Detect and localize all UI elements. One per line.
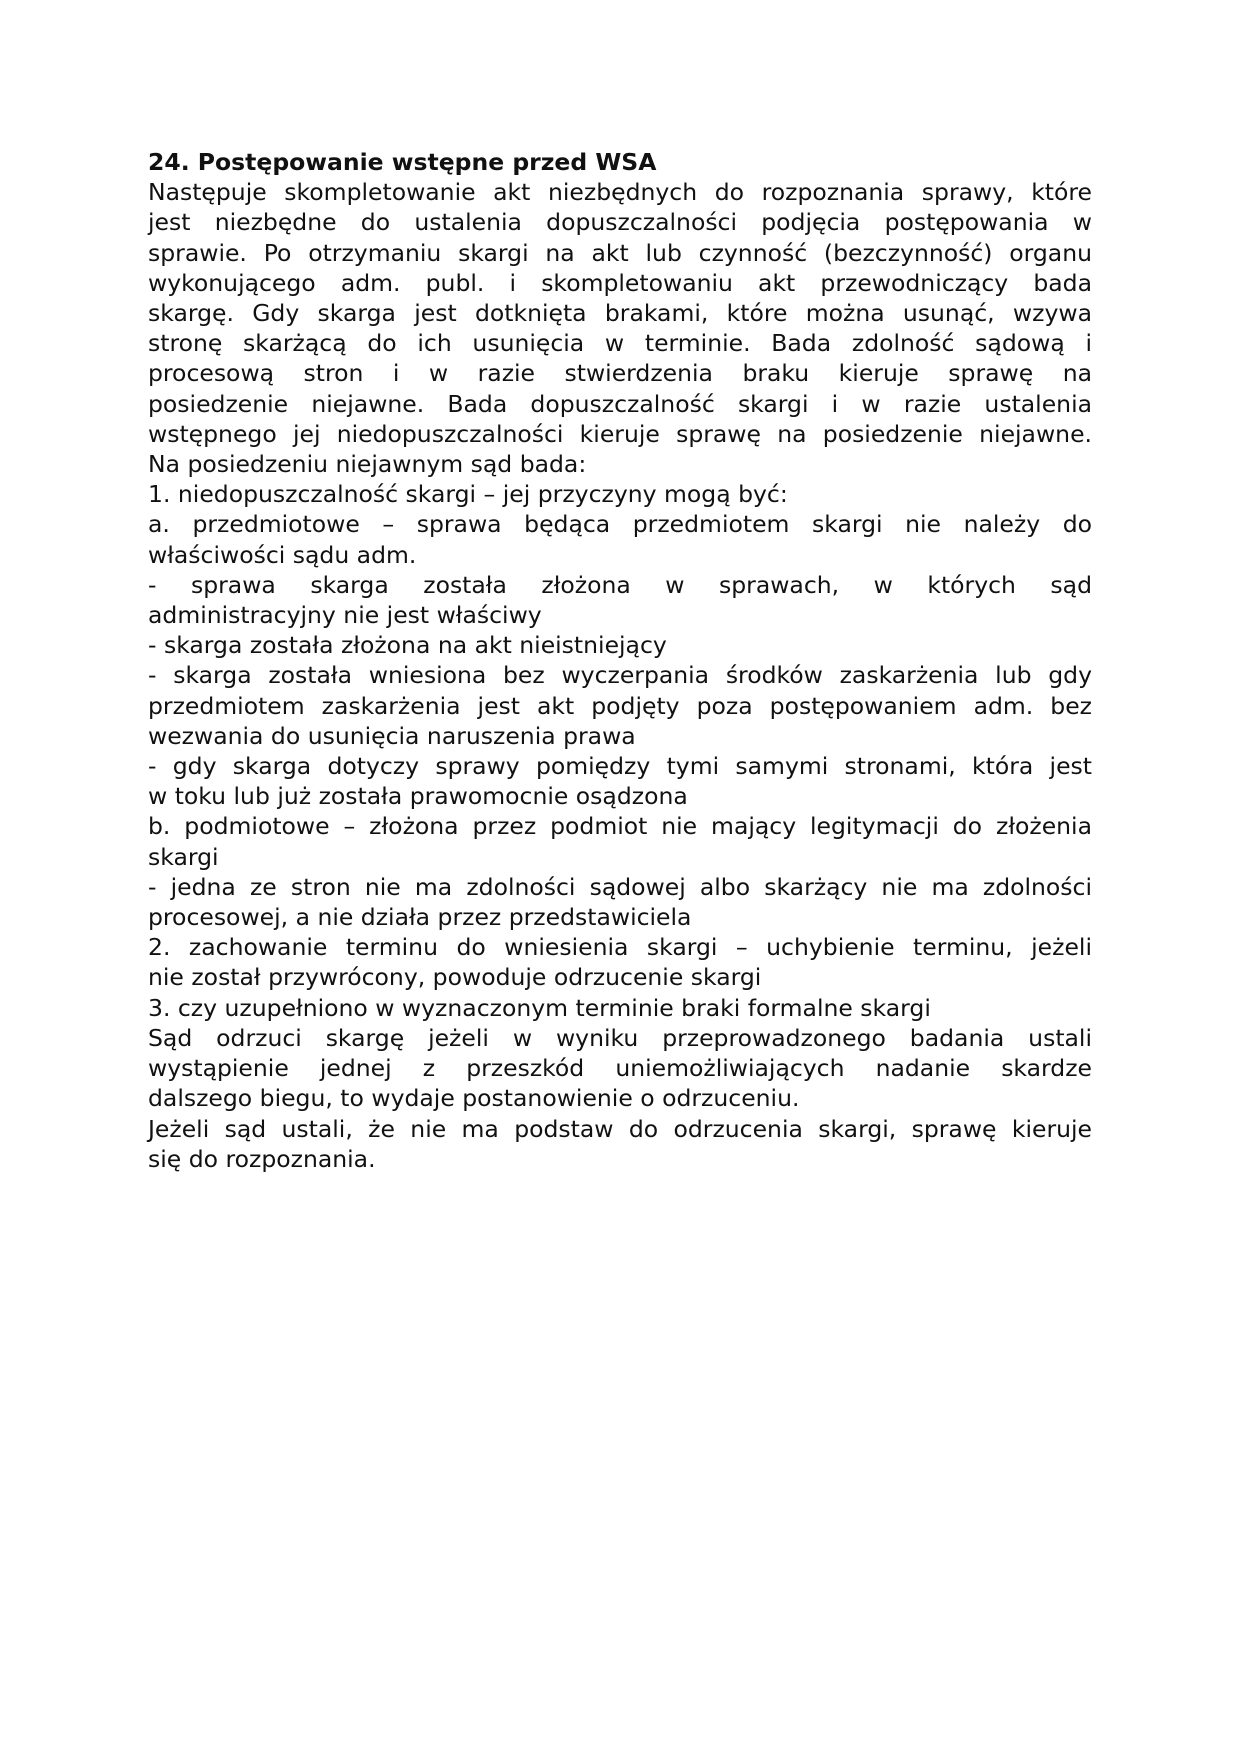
- text-line: wezwania do usunięcia naruszenia prawa: [148, 721, 636, 750]
- text-line: - skarga została złożona na akt nieistniejący: [148, 631, 667, 660]
- text-line: - sprawa skarga została złożona w sprawach, w których sąd: [148, 570, 1092, 599]
- text-line: stronę skarżącą do ich usunięcia w terminie. Bada zdolność sądową i: [148, 329, 1092, 358]
- text-line: administracyjny nie jest właściwy: [148, 601, 542, 630]
- text-line: wstępnego jej niedopuszczalności kieruje sprawę na posiedzenie niejawne.: [148, 419, 1092, 448]
- text-line: 3. czy uzupełniono w wyznaczonym terminie braki formalne skargi: [148, 993, 931, 1022]
- text-line: skargę. Gdy skarga jest dotknięta brakami, które można usunąć, wzywa: [148, 299, 1092, 328]
- text-line: Następuje skompletowanie akt niezbędnych do rozpoznania sprawy, które: [148, 178, 1092, 207]
- text-line: a. przedmiotowe – sprawa będąca przedmiotem skargi nie należy do: [148, 510, 1092, 539]
- document-title: 24. Postępowanie wstępne przed WSA: [148, 148, 657, 176]
- text-line: przedmiotem zaskarżenia jest akt podjęty poza postępowaniem adm. bez: [148, 691, 1092, 720]
- text-line: nie został przywrócony, powoduje odrzucenie skargi: [148, 963, 762, 992]
- text-line: 1. niedopuszczalność skargi – jej przyczyny mogą być:: [148, 480, 788, 509]
- text-line: 2. zachowanie terminu do wniesienia skargi – uchybienie terminu, jeżeli: [148, 933, 1092, 962]
- text-line: Jeżeli sąd ustali, że nie ma podstaw do odrzucenia skargi, sprawę kieruje: [148, 1114, 1092, 1143]
- text-line: procesową stron i w razie stwierdzenia braku kieruje sprawę na: [148, 359, 1092, 388]
- text-line: Sąd odrzuci skargę jeżeli w wyniku przeprowadzonego badania ustali: [148, 1023, 1092, 1052]
- text-line: - gdy skarga dotyczy sprawy pomiędzy tymi samymi stronami, która jest: [148, 752, 1092, 781]
- text-line: skargi: [148, 842, 219, 871]
- text-line: b. podmiotowe – złożona przez podmiot nie mający legitymacji do złożenia: [148, 812, 1092, 841]
- text-line: - skarga została wniesiona bez wyczerpania środków zaskarżenia lub gdy: [148, 661, 1092, 690]
- document-text: [148, 177, 1092, 1174]
- text-line: wykonującego adm. publ. i skompletowaniu akt przewodniczący bada: [148, 268, 1092, 297]
- text-line: - jedna ze stron nie ma zdolności sądowej albo skarżący nie ma zdolności: [148, 872, 1092, 901]
- text-line: sprawie. Po otrzymaniu skargi na akt lub czynność (bezczynność) organu: [148, 238, 1092, 267]
- document-body: [148, 147, 1092, 1174]
- text-line: w toku lub już została prawomocnie osądzona: [148, 782, 688, 811]
- text-line: właściwości sądu adm.: [148, 540, 417, 569]
- text-line: posiedzenie niejawne. Bada dopuszczalność skargi i w razie ustalenia: [148, 389, 1092, 418]
- text-line: wystąpienie jednej z przeszkód uniemożliwiających nadanie skardze: [148, 1054, 1092, 1083]
- text-line: się do rozpoznania.: [148, 1144, 376, 1173]
- text-line: procesowej, a nie działa przez przedstawiciela: [148, 903, 692, 932]
- text-line: Na posiedzeniu niejawnym sąd bada:: [148, 450, 587, 479]
- text-line: jest niezbędne do ustalenia dopuszczalności podjęcia postępowania w: [148, 208, 1092, 237]
- text-line: dalszego biegu, to wydaje postanowienie o odrzuceniu.: [148, 1084, 800, 1113]
